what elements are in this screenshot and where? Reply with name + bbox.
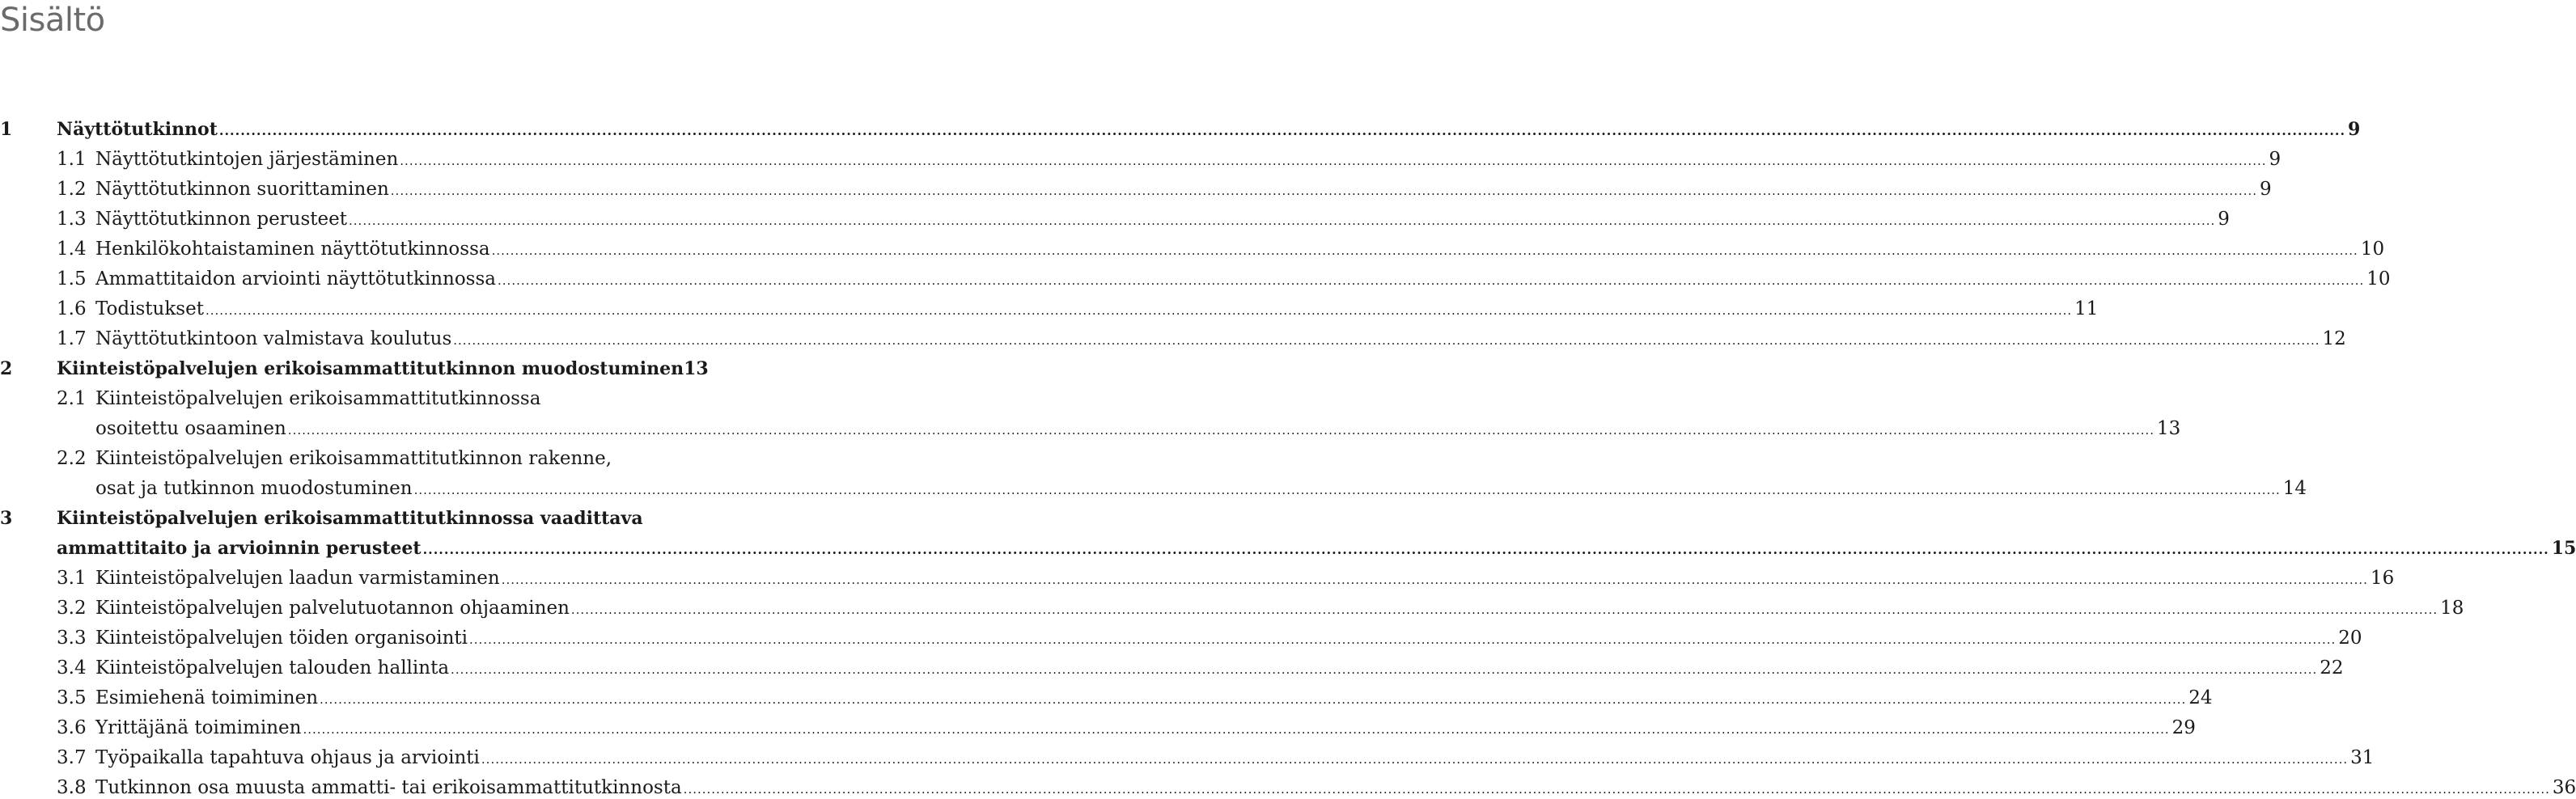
toc-entry-label: Esimiehenä toimiminen	[95, 687, 319, 708]
toc-page-number: 10	[2360, 239, 2385, 260]
toc-section-row-continued	[0, 410, 2181, 440]
toc-entry-number: 1	[0, 119, 13, 140]
dot-leader	[303, 721, 2169, 739]
table-of-contents	[0, 111, 2576, 799]
toc-entry-number: 3.5	[57, 687, 87, 708]
toc-section-row	[0, 709, 2196, 739]
toc-page-number: 24	[2188, 687, 2213, 708]
toc-entry-number: 1.4	[57, 239, 87, 260]
toc-entry-number: 3.2	[57, 598, 87, 619]
toc-section-row	[0, 590, 2464, 619]
toc-page-number: 11	[2074, 298, 2099, 319]
toc-section-row	[0, 320, 2346, 350]
toc-page-number: 22	[2320, 657, 2344, 679]
toc-entry-label: Kiinteistöpalvelujen erikoisammattitutkinnon rakenne,	[95, 448, 612, 469]
toc-section-row-continued	[0, 470, 2307, 500]
toc-entry-label-continued: osoitettu osaaminen	[95, 418, 286, 439]
toc-entry-number: 3.8	[57, 777, 87, 798]
toc-entry-number: 3.1	[57, 568, 87, 589]
toc-section-row	[0, 440, 775, 470]
dot-leader	[498, 273, 2364, 290]
dot-leader	[481, 751, 2348, 769]
dot-leader	[205, 302, 2072, 320]
toc-section-row	[0, 230, 2385, 260]
toc-entry-number: 3	[0, 508, 13, 529]
toc-entry-label: Työpaikalla tapahtuva ohjaus ja arviointi	[95, 747, 480, 768]
toc-entry-label: Tutkinnon osa muusta ammatti- tai erikoisammattitutkinnosta	[95, 777, 682, 798]
dot-leader	[453, 332, 2320, 350]
toc-entry-label: Näyttötutkinnon suorittaminen	[95, 179, 389, 200]
toc-page-number: 13	[2157, 418, 2181, 439]
toc-section-row	[0, 290, 2099, 320]
toc-entry-label: Kiinteistöpalvelujen laadun varmistaminen	[95, 568, 500, 589]
toc-entry-label: Yrittäjänä toimiminen	[95, 717, 302, 738]
toc-entry-label-continued: ammattitaito ja arvioinnin perusteet	[57, 538, 422, 559]
toc-entry-label-continued: osat ja tutkinnon muodostuminen	[95, 478, 413, 499]
toc-section-row	[0, 380, 775, 410]
toc-section-row	[0, 739, 2375, 769]
toc-chapter-row	[0, 111, 2361, 141]
toc-entry-number: 1.5	[57, 268, 87, 290]
toc-section-row	[0, 260, 2391, 290]
toc-entry-label: Näyttötutkinnon perusteet	[95, 209, 348, 230]
toc-page-number: 14	[2282, 478, 2307, 499]
toc-entry-number: 1.2	[57, 179, 87, 200]
toc-entry-label: Kiinteistöpalvelujen erikoisammattitutkinnossa vaadittava	[57, 508, 643, 529]
toc-entry-label: Todistukset	[95, 298, 204, 319]
toc-entry-number: 2.1	[57, 388, 87, 409]
toc-page-number: 9	[2218, 209, 2230, 230]
toc-entry-label: Näyttötutkintoon valmistava koulutus	[95, 328, 452, 349]
toc-page-number: 29	[2171, 717, 2196, 738]
toc-section-row	[0, 560, 2395, 590]
dot-leader	[288, 422, 2154, 440]
toc-page-number: 18	[2440, 598, 2464, 619]
toc-entry-number: 1.1	[57, 149, 87, 170]
dot-leader	[469, 632, 2336, 649]
toc-entry-number: 3.7	[57, 747, 87, 768]
toc-entry-label: Kiinteistöpalvelujen palvelutuotannon ohjaaminen	[95, 598, 570, 619]
toc-entry-label: Kiinteistöpalvelujen töiden organisointi	[95, 628, 468, 649]
toc-entry-number: 3.4	[57, 657, 87, 679]
page-title: Sisältö	[0, 2, 105, 39]
toc-page-number: 13	[684, 358, 709, 379]
toc-entry-number: 2	[0, 358, 13, 379]
toc-entry-label: Ammattitaidon arviointi näyttötutkinnossa	[95, 268, 497, 290]
dot-leader	[391, 183, 2257, 201]
toc-entry-label: Näyttötutkinnot	[57, 119, 218, 140]
toc-section-row	[0, 171, 2272, 201]
toc-section-row	[0, 141, 2282, 171]
toc-entry-number: 2.2	[57, 448, 87, 469]
toc-entry-label: Näyttötutkintojen järjestäminen	[95, 149, 399, 170]
dot-leader	[684, 781, 2550, 799]
toc-entry-label: Kiinteistöpalvelujen talouden hallinta	[95, 657, 450, 679]
toc-chapter-row	[0, 350, 775, 380]
dot-leader	[492, 243, 2358, 260]
toc-page-number: 15	[2551, 538, 2576, 559]
toc-section-row	[0, 619, 2362, 649]
toc-page-number: 10	[2366, 268, 2391, 290]
toc-entry-label: Kiinteistöpalvelujen erikoisammattitutkinnon muodostuminen	[57, 358, 684, 379]
toc-page-number: 9	[2269, 149, 2282, 170]
toc-section-row	[0, 649, 2344, 679]
dot-leader	[219, 123, 2345, 141]
toc-entry-number: 1.7	[57, 328, 87, 349]
toc-section-row	[0, 769, 2576, 799]
dot-leader	[502, 572, 2368, 590]
toc-page-number: 36	[2552, 777, 2576, 798]
toc-page-number: 9	[2260, 179, 2272, 200]
toc-chapter-row	[0, 500, 775, 530]
toc-section-row	[0, 679, 2213, 709]
dot-leader	[423, 542, 2549, 560]
toc-chapter-row-continued	[0, 530, 2576, 560]
dot-leader	[400, 153, 2266, 171]
toc-entry-number: 1.6	[57, 298, 87, 319]
toc-page-number: 20	[2338, 628, 2362, 649]
toc-entry-number: 3.6	[57, 717, 87, 738]
toc-entry-number: 3.3	[57, 628, 87, 649]
toc-entry-label: Kiinteistöpalvelujen erikoisammattitutkinnossa	[95, 388, 541, 409]
dot-leader	[414, 482, 2281, 500]
dot-leader	[571, 602, 2438, 619]
toc-page-number: 9	[2348, 119, 2361, 140]
dot-leader	[349, 213, 2215, 230]
toc-page-number: 12	[2322, 328, 2346, 349]
dot-leader	[451, 662, 2317, 679]
toc-section-row	[0, 201, 2230, 230]
toc-page-number: 31	[2350, 747, 2375, 768]
toc-entry-label: Henkilökohtaistaminen näyttötutkinnossa	[95, 239, 490, 260]
toc-page-number: 16	[2370, 568, 2395, 589]
dot-leader	[320, 691, 2186, 709]
toc-entry-number: 1.3	[57, 209, 87, 230]
